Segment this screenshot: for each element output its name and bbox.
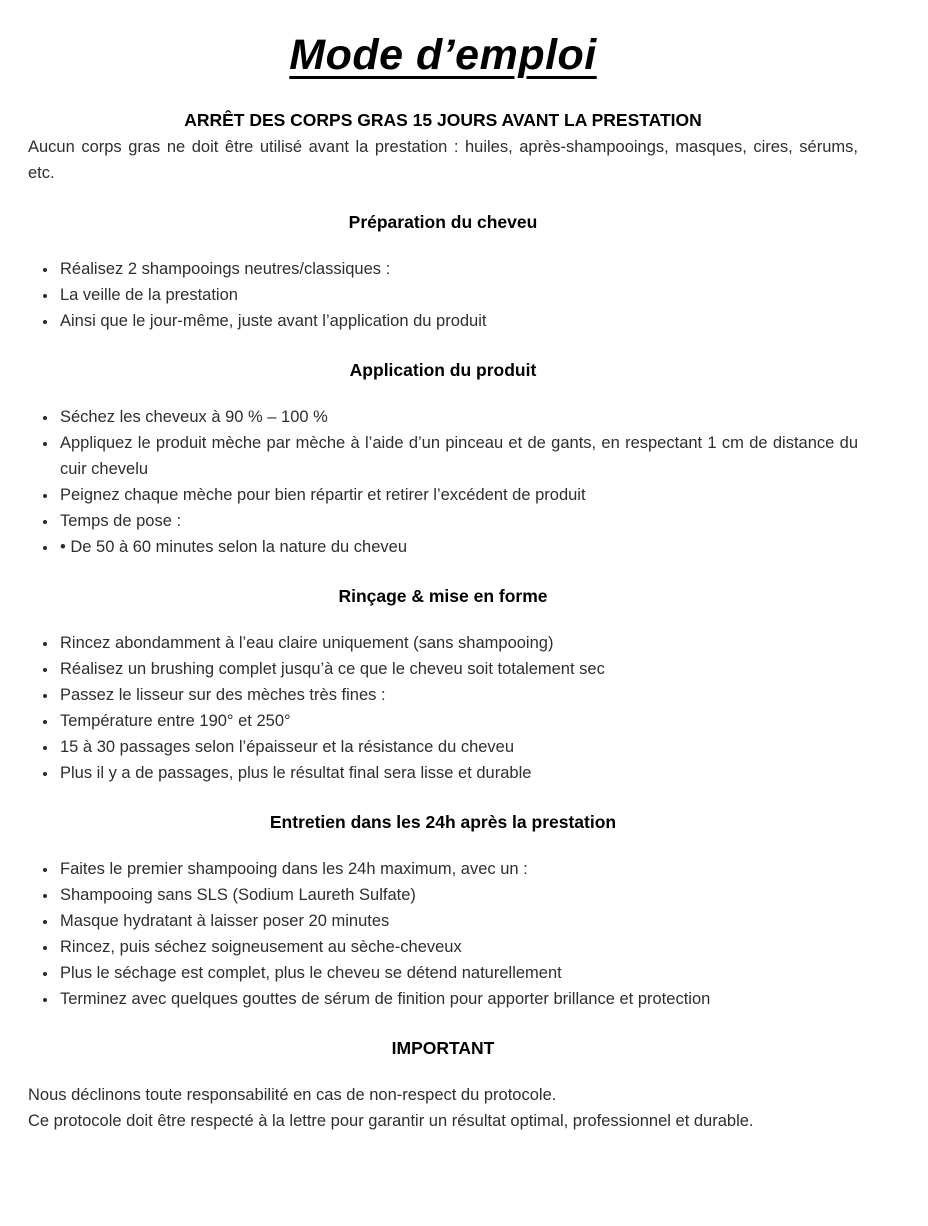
bullet-item: • Séchez les cheveux à 90 % – 100 % — [58, 404, 858, 430]
bullet-item: • Plus le séchage est complet, plus le cheveu se détend naturellement — [58, 960, 858, 986]
bullet-item: • Masque hydratant à laisser poser 20 minutes — [58, 908, 858, 934]
section-heading-arret: ARRÊT DES CORPS GRAS 15 JOURS AVANT LA PRESTATION — [184, 110, 702, 130]
paragraph-arret: Aucun corps gras ne doit être utilisé avant la prestation : huiles, après-shampooings, masques, cires, sérums, etc. — [28, 138, 858, 182]
bullet-item: • Faites le premier shampooing dans les 24h maximum, avec un : — [58, 856, 858, 882]
document — [0, 26, 928, 1226]
section-heading-rincage: Rinçage & mise en forme — [338, 586, 548, 606]
bullet-item: • Plus il y a de passages, plus le résultat final sera lisse et durable — [58, 760, 858, 786]
section-arret-corps-gras — [28, 108, 858, 186]
section-heading-preparation: Préparation du cheveu — [348, 212, 538, 232]
bullet-item: • Temps de pose : — [58, 508, 858, 534]
section-important — [28, 1036, 858, 1134]
section-rincage — [28, 584, 858, 786]
bullet-list-application — [28, 404, 858, 560]
bullet-list-preparation — [28, 256, 858, 334]
bullet-item: • Réalisez 2 shampooings neutres/classiques : — [58, 256, 858, 282]
section-application — [28, 358, 858, 560]
section-heading-entretien: Entretien dans les 24h après la prestation — [269, 812, 617, 832]
bullet-item: • 15 à 30 passages selon l’épaisseur et la résistance du cheveu — [58, 734, 858, 760]
bullet-item: • Réalisez un brushing complet jusqu’à ce que le cheveu soit totalement sec — [58, 656, 858, 682]
bullet-item: • Ainsi que le jour-même, juste avant l’application du produit — [58, 308, 858, 334]
page-title: Mode d’emploi — [289, 31, 597, 79]
bullet-item: • Terminez avec quelques gouttes de sérum de finition pour apporter brillance et protection — [58, 986, 858, 1012]
bullet-list-rincage — [28, 630, 858, 786]
section-heading-important: IMPORTANT — [391, 1038, 495, 1058]
paragraph-disclaimer: Nous déclinons toute responsabilité en cas de non-respect du protocole. — [28, 1086, 557, 1104]
paragraph-protocole: Ce protocole doit être respecté à la lettre pour garantir un résultat optimal, professionnel et durable. — [28, 1112, 754, 1130]
bullet-item: • Rincez abondamment à l’eau claire uniquement (sans shampooing) — [58, 630, 858, 656]
bullet-item: • Shampooing sans SLS (Sodium Laureth Sulfate) — [58, 882, 858, 908]
bullet-item: • Peignez chaque mèche pour bien répartir et retirer l’excédent de produit — [58, 482, 858, 508]
bullet-item: • Passez le lisseur sur des mèches très fines : — [58, 682, 858, 708]
bullet-item: • • De 50 à 60 minutes selon la nature du cheveu — [58, 534, 858, 560]
bullet-item: • Température entre 190° et 250° — [58, 708, 858, 734]
section-heading-application: Application du produit — [349, 360, 537, 380]
bullet-item: • La veille de la prestation — [58, 282, 858, 308]
section-preparation — [28, 210, 858, 334]
bullet-list-entretien — [28, 856, 858, 1012]
section-entretien — [28, 810, 858, 1012]
bullet-item: • Appliquez le produit mèche par mèche à l’aide d’un pinceau et de gants, en respectant 1 cm de distance du cuir chevelu — [58, 430, 858, 482]
bullet-item: • Rincez, puis séchez soigneusement au sèche-cheveux — [58, 934, 858, 960]
